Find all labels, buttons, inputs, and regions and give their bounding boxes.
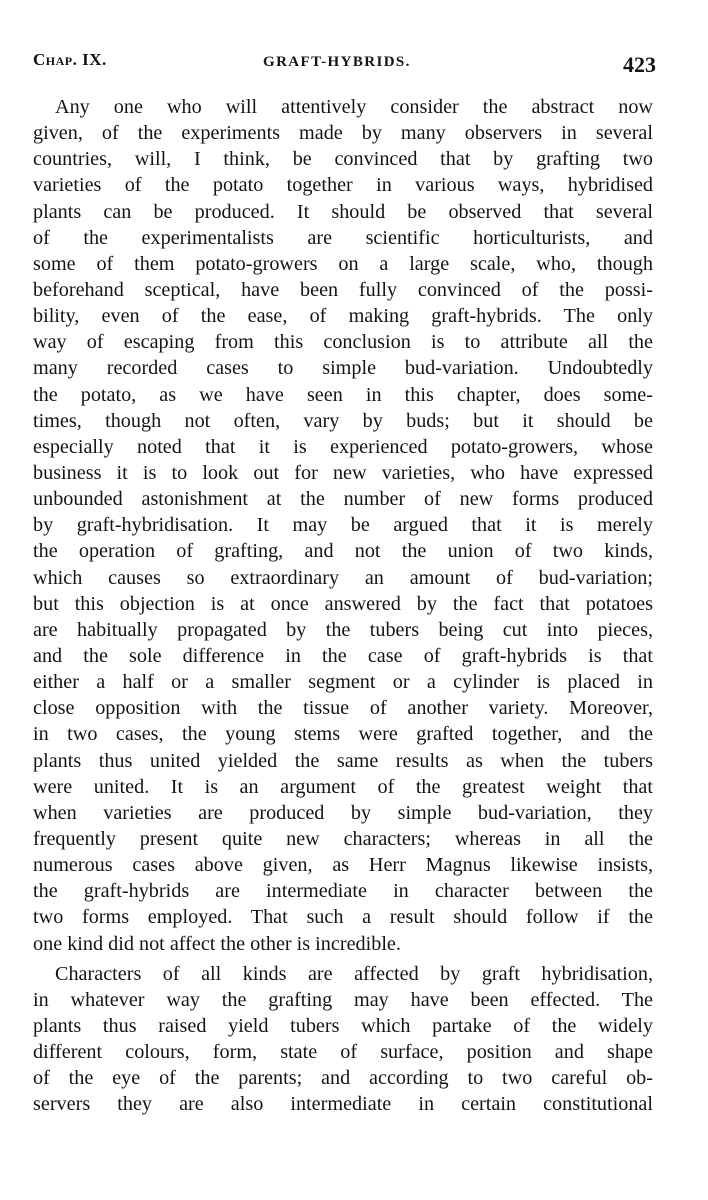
text-line: plants can be produced. It should be observed that several [33, 200, 653, 223]
text-line: business it is to look out for new varieties, who have expressed [33, 461, 653, 484]
text-line: many recorded cases to simple bud-variation. Undoubtedly [33, 357, 653, 380]
text-line: of the eye of the parents; and according to two careful ob- [33, 1067, 653, 1090]
text-line: numerous cases above given, as Herr Magnus likewise insists, [33, 854, 653, 877]
text-line: beforehand sceptical, have been fully convinced of the possi- [33, 278, 653, 301]
text-line: Any one who will attentively consider the abstract now [55, 96, 653, 118]
text-line: some of them potato-growers on a large scale, who, though [33, 252, 653, 275]
text-line: of the experimentalists are scientific horticulturists, and [33, 226, 653, 249]
text-line: but this objection is at once answered by the fact that potatoes [33, 592, 653, 615]
text-line: the graft-hybrids are intermediate in character between the [33, 880, 653, 903]
text-line: servers they are also intermediate in certain constitutional [33, 1093, 653, 1116]
text-line: unbounded astonishment at the number of new forms produced [33, 488, 653, 511]
text-line: varieties of the potato together in various ways, hybridised [33, 174, 653, 197]
text-line: the operation of grafting, and not the union of two kinds, [33, 540, 653, 563]
text-line: times, though not often, vary by buds; but it should be [33, 409, 653, 432]
text-line: countries, will, I think, be convinced that by grafting two [33, 148, 653, 171]
text-line: especially noted that it is experienced potato-growers, whose [33, 435, 653, 458]
text-line: given, of the experiments made by many observers in several [33, 122, 653, 145]
text-line: way of escaping from this conclusion is to attribute all the [33, 331, 653, 354]
text-line: bility, even of the ease, of making graft-hybrids. The only [33, 305, 653, 328]
text-line: plants thus raised yield tubers which partake of the widely [33, 1014, 653, 1037]
paragraph [33, 94, 653, 957]
book-page [33, 44, 656, 1117]
body-text [33, 94, 653, 1117]
text-line: and the sole difference in the case of graft-hybrids is that [33, 644, 653, 667]
text-line: in two cases, the young stems were grafted together, and the [33, 723, 653, 746]
chapter-label: Chap. IX. [33, 50, 107, 69]
text-line: when varieties are produced by simple bud-variation, they [33, 801, 653, 824]
text-line: the potato, as we have seen in this chapter, does some- [33, 383, 653, 406]
text-line: one kind did not affect the other is incredible. [33, 932, 401, 955]
text-line: different colours, form, state of surface, position and shape [33, 1041, 653, 1064]
text-line: which causes so extraordinary an amount of bud-variation; [33, 566, 653, 589]
paragraph [33, 961, 653, 1118]
text-line: are habitually propagated by the tubers being cut into pieces, [33, 618, 653, 641]
text-line: Characters of all kinds are affected by graft hybridisation, [55, 962, 653, 985]
text-line: plants thus united yielded the same results as when the tubers [33, 749, 653, 772]
text-line: either a half or a smaller segment or a cylinder is placed in [33, 671, 653, 694]
running-title: GRAFT-HYBRIDS. [263, 54, 411, 70]
text-line: close opposition with the tissue of another variety. Moreover, [33, 697, 653, 720]
text-line: frequently present quite new characters; whereas in all the [33, 827, 653, 850]
text-line: were united. It is an argument of the greatest weight that [33, 775, 653, 798]
running-head [33, 44, 656, 80]
page-number: 423 [623, 52, 656, 77]
text-line: by graft-hybridisation. It may be argued that it is merely [33, 514, 653, 537]
text-line: in whatever way the grafting may have been effected. The [33, 988, 653, 1011]
text-line: two forms employed. That such a result should follow if the [33, 906, 653, 929]
